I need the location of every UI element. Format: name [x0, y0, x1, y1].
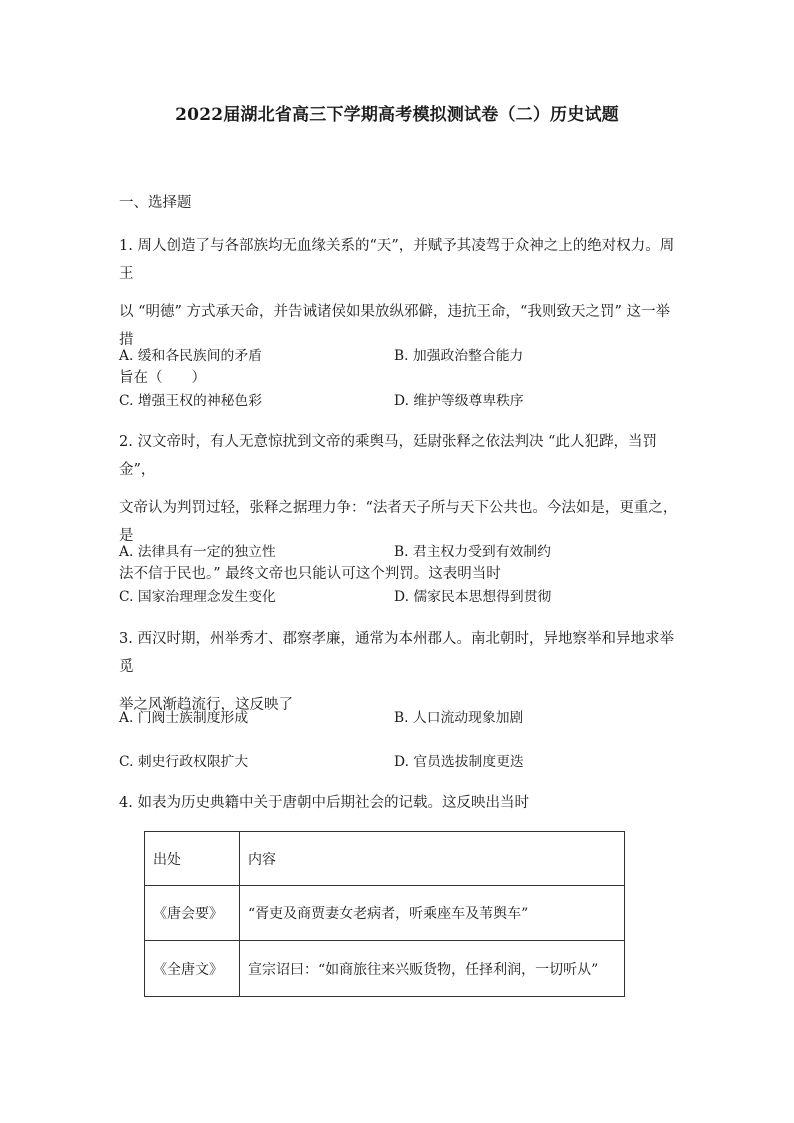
- table-row: [145, 886, 625, 941]
- question-4: [119, 789, 679, 817]
- question-line: 以 “明德” 方式承天命，并告诫诸侯如果放纵邪僻，违抗王命，“我则致天之罚” 这一举措: [119, 304, 670, 348]
- table-cell-content: “胥吏及商贾妻女老病者，听乘座车及苇舆车”: [240, 886, 625, 941]
- table-cell-source: 《全唐文》: [145, 941, 240, 997]
- option-a[interactable]: A. 缓和各民族间的矛盾: [119, 348, 262, 364]
- question-2: [119, 428, 679, 588]
- option-c[interactable]: C. 增强王权的神秘色彩: [119, 393, 263, 409]
- section-heading: 一、选择题: [119, 195, 192, 211]
- table-cell-source: 《唐会要》: [145, 886, 240, 941]
- question-1: [119, 232, 679, 392]
- question-line: 法不信于民也。” 最终文帝也只能认可这个判罚。这表明当时: [119, 566, 501, 582]
- page-title: 2022届湖北省高三下学期高考模拟测试卷（二）历史试题: [175, 105, 619, 125]
- question-line: 4. 如表为历史典籍中关于唐朝中后期社会的记载。这反映出当时: [119, 795, 529, 811]
- table-header-cell: 出处: [145, 832, 240, 886]
- option-c[interactable]: C. 国家治理理念发生变化: [119, 589, 276, 605]
- question-line: 3. 西汉时期，州举秀才、郡察孝廉，通常为本州郡人。南北朝时，异地察举和异地求举觅: [119, 631, 674, 675]
- table-header-cell: 内容: [240, 832, 625, 886]
- option-a[interactable]: A. 门阀士族制度形成: [119, 710, 249, 726]
- question-line: 1. 周人创造了与各部族均无血缘关系的“天”，并赋予其凌驾于众神之上的绝对权力。周王: [119, 238, 675, 282]
- source-table: [144, 831, 625, 997]
- option-d[interactable]: D. 儒家民本思想得到贯彻: [394, 589, 552, 605]
- option-d[interactable]: D. 维护等级尊卑秩序: [394, 393, 524, 409]
- option-a[interactable]: A. 法律具有一定的独立性: [119, 544, 276, 560]
- question-3: [119, 625, 679, 719]
- question-line: 旨在（ ）: [119, 370, 206, 386]
- table-row: [145, 941, 625, 997]
- option-b[interactable]: B. 君主权力受到有效制约: [394, 544, 551, 560]
- table-header-row: [145, 832, 625, 886]
- question-line: 2. 汉文帝时，有人无意惊扰到文帝的乘舆马，廷尉张释之依法判决 “此人犯跸，当罚金”，: [119, 434, 657, 478]
- option-b[interactable]: B. 人口流动现象加剧: [394, 710, 524, 726]
- option-c[interactable]: C. 刺史行政权限扩大: [119, 754, 249, 770]
- table-cell-content: 宣宗诏曰：“如商旅往来兴贩货物，任择利润，一切听从”: [240, 941, 625, 997]
- option-b[interactable]: B. 加强政治整合能力: [394, 348, 524, 364]
- option-d[interactable]: D. 官员选拔制度更迭: [394, 754, 524, 770]
- question-line: 文帝认为判罚过轻，张释之据理力争：“法者天子所与天下公共也。今法如是，更重之，是: [119, 500, 678, 544]
- question-line: 举之风渐趋流行，这反映了: [119, 697, 293, 713]
